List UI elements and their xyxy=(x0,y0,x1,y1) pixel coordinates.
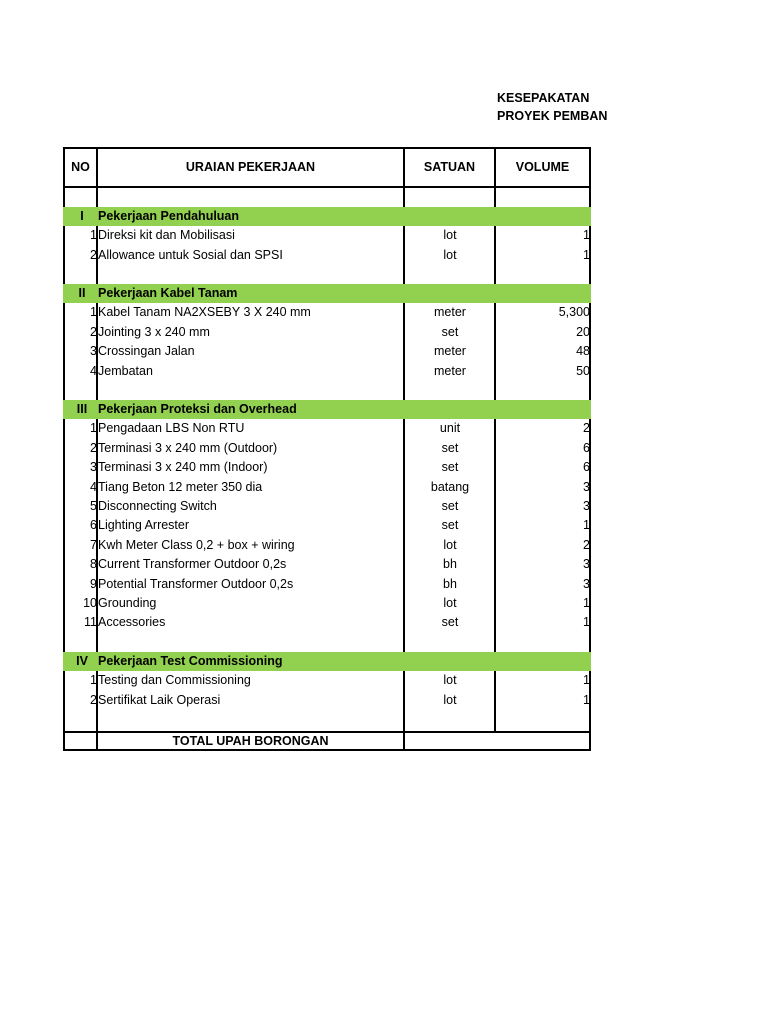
item-description: Direksi kit dan Mobilisasi xyxy=(98,228,235,242)
item-description: Accessories xyxy=(98,615,166,629)
item-description: Lighting Arrester xyxy=(98,518,190,532)
header-volume: VOLUME xyxy=(515,160,570,174)
table-row xyxy=(63,671,591,690)
item-description: Pengadaan LBS Non RTU xyxy=(98,421,245,435)
table-row xyxy=(63,323,591,342)
section-title: Pekerjaan Test Commissioning xyxy=(98,654,283,668)
header-desc: URAIAN PEKERJAAN xyxy=(185,160,316,174)
section-title: Pekerjaan Proteksi dan Overhead xyxy=(98,402,297,416)
item-number: 2 xyxy=(90,441,97,455)
work-items-table xyxy=(63,147,591,751)
section-number: III xyxy=(76,402,88,416)
item-number: 2 xyxy=(90,325,97,339)
section-number: II xyxy=(78,286,86,300)
item-number: 9 xyxy=(90,577,97,591)
item-volume: 6 xyxy=(583,460,590,474)
table-row xyxy=(63,594,591,613)
item-description: Terminasi 3 x 240 mm (Outdoor) xyxy=(98,441,278,455)
table-row xyxy=(63,497,591,516)
item-unit: meter xyxy=(434,305,466,319)
table-row xyxy=(63,246,591,265)
item-volume: 50 xyxy=(576,364,590,378)
item-volume: 3 xyxy=(583,499,590,513)
item-volume: 1 xyxy=(583,228,590,242)
table-row xyxy=(63,303,591,322)
item-description: Grounding xyxy=(98,596,157,610)
section-number: I xyxy=(80,209,84,223)
item-unit: set xyxy=(441,499,459,513)
header-unit: SATUAN xyxy=(423,160,476,174)
table-row xyxy=(63,342,591,361)
section-title: Pekerjaan Kabel Tanam xyxy=(98,286,238,300)
item-unit: set xyxy=(441,518,459,532)
item-unit: meter xyxy=(434,364,466,378)
item-number: 2 xyxy=(90,693,97,707)
table-row xyxy=(63,362,591,381)
table-row xyxy=(63,516,591,535)
item-number: 1 xyxy=(90,421,97,435)
item-volume: 1 xyxy=(583,673,590,687)
item-unit: lot xyxy=(443,538,457,552)
item-number: 5 xyxy=(90,499,97,513)
item-description: Disconnecting Switch xyxy=(98,499,217,513)
section-row xyxy=(63,284,591,303)
item-description: Jointing 3 x 240 mm xyxy=(98,325,210,339)
item-unit: bh xyxy=(443,577,457,591)
table-row xyxy=(63,458,591,477)
item-description: Terminasi 3 x 240 mm (Indoor) xyxy=(98,460,268,474)
item-number: 8 xyxy=(90,557,97,571)
item-description: Potential Transformer Outdoor 0,2s xyxy=(98,577,294,591)
item-unit: set xyxy=(441,615,459,629)
item-number: 3 xyxy=(90,344,97,358)
item-unit: lot xyxy=(443,228,457,242)
item-volume: 1 xyxy=(583,248,590,262)
item-volume: 2 xyxy=(583,421,590,435)
section-title: Pekerjaan Pendahuluan xyxy=(98,209,240,223)
table-row xyxy=(63,419,591,438)
item-description: Allowance untuk Sosial dan SPSI xyxy=(98,248,283,262)
item-description: Crossingan Jalan xyxy=(98,344,195,358)
item-volume: 6 xyxy=(583,441,590,455)
item-volume: 3 xyxy=(583,557,590,571)
item-volume: 1 xyxy=(583,615,590,629)
section-row xyxy=(63,400,591,419)
item-description: Sertifikat Laik Operasi xyxy=(98,693,221,707)
item-volume: 20 xyxy=(576,325,590,339)
item-unit: batang xyxy=(430,480,470,494)
item-description: Testing dan Commissioning xyxy=(98,673,251,687)
item-unit: lot xyxy=(443,596,457,610)
item-number: 1 xyxy=(90,305,97,319)
item-volume: 3 xyxy=(583,480,590,494)
item-description: Tiang Beton 12 meter 350 dia xyxy=(98,480,263,494)
table-row xyxy=(63,575,591,594)
item-volume: 2 xyxy=(583,538,590,552)
total-label: TOTAL UPAH BORONGAN xyxy=(172,734,329,748)
item-unit: lot xyxy=(443,248,457,262)
table-row xyxy=(63,613,591,632)
table-row xyxy=(63,478,591,497)
header-no: NO xyxy=(71,160,90,174)
item-unit: lot xyxy=(443,693,457,707)
document-title-line-2: PROYEK PEMBAN xyxy=(497,109,608,123)
document-title-line-1: KESEPAKATAN xyxy=(497,91,590,105)
item-description: Kabel Tanam NA2XSEBY 3 X 240 mm xyxy=(98,305,311,319)
item-description: Kwh Meter Class 0,2 + box + wiring xyxy=(98,538,295,552)
section-number: IV xyxy=(76,654,88,668)
item-volume: 1 xyxy=(583,596,590,610)
item-number: 7 xyxy=(90,538,97,552)
item-number: 4 xyxy=(90,480,97,494)
item-unit: unit xyxy=(439,421,461,435)
item-unit: set xyxy=(441,441,459,455)
item-volume: 5,300 xyxy=(558,305,590,319)
section-row xyxy=(63,207,591,226)
table-row xyxy=(63,226,591,245)
item-number: 2 xyxy=(90,248,97,262)
item-volume: 1 xyxy=(583,518,590,532)
table-row xyxy=(63,536,591,555)
item-volume: 3 xyxy=(583,577,590,591)
item-description: Jembatan xyxy=(98,364,153,378)
item-number: 3 xyxy=(90,460,97,474)
table-row xyxy=(63,691,591,710)
item-number: 1 xyxy=(90,228,97,242)
table-row xyxy=(63,439,591,458)
item-number: 6 xyxy=(90,518,97,532)
item-unit: bh xyxy=(443,557,457,571)
item-unit: meter xyxy=(434,344,466,358)
item-number: 4 xyxy=(90,364,97,378)
item-number: 1 xyxy=(90,673,97,687)
item-unit: set xyxy=(441,460,459,474)
table-row xyxy=(63,555,591,574)
item-volume: 1 xyxy=(583,693,590,707)
item-unit: lot xyxy=(443,673,457,687)
item-unit: set xyxy=(441,325,459,339)
item-number: 10 xyxy=(83,596,97,610)
item-number: 11 xyxy=(84,615,97,629)
item-volume: 48 xyxy=(576,344,590,358)
item-description: Current Transformer Outdoor 0,2s xyxy=(98,557,287,571)
section-row xyxy=(63,652,591,671)
